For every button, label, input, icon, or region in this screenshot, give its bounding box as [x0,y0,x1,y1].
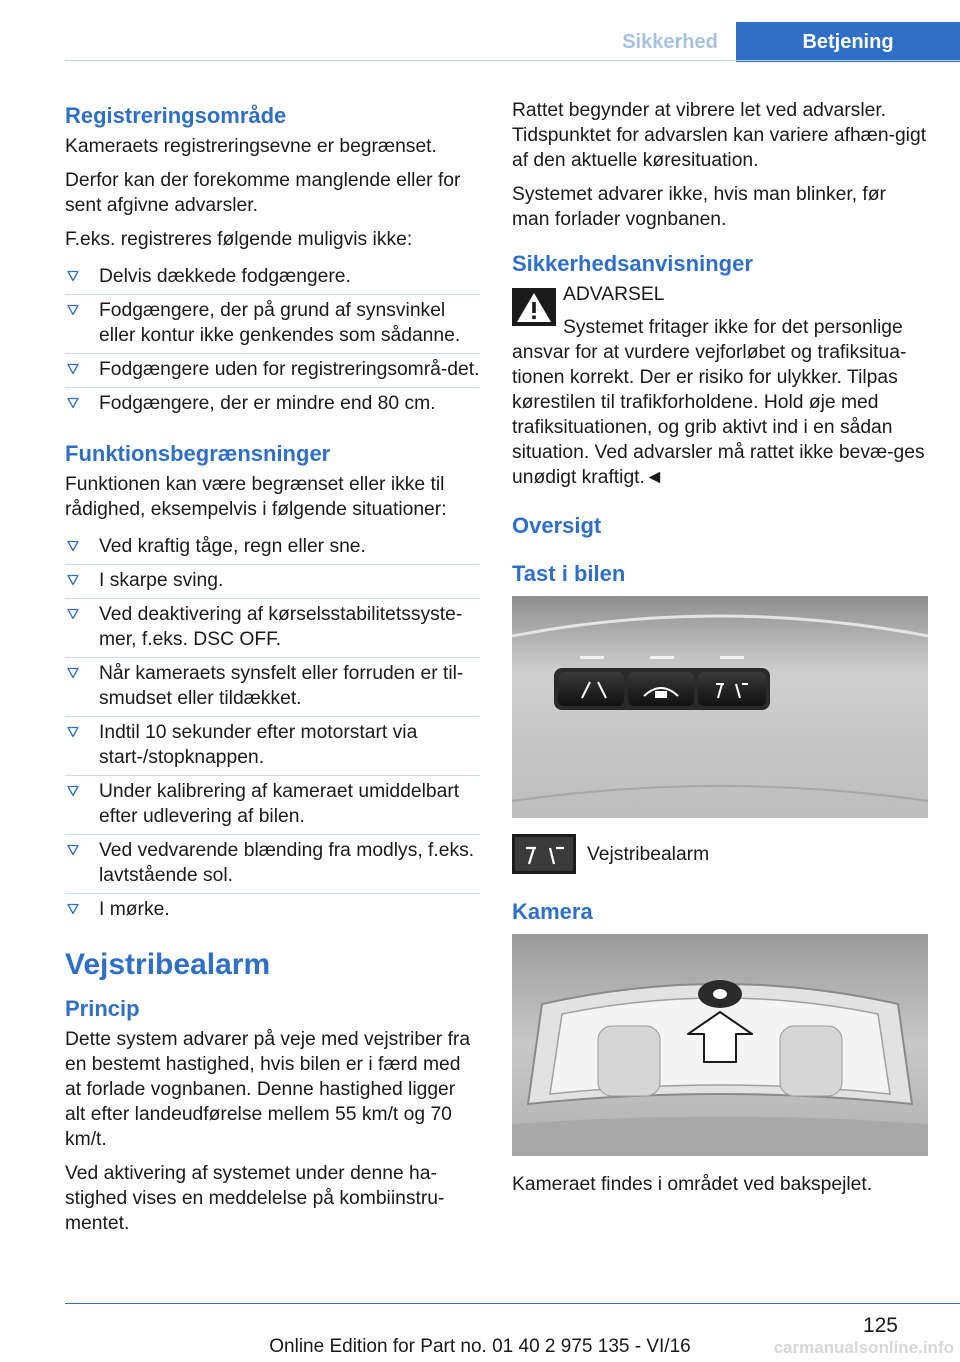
triangle-bullet-icon [67,726,79,738]
list-item-text: Ved deaktivering af kørselsstabilitetssyste‐mer, f.eks. DSC OFF. [99,604,463,650]
list-item-text: Når kameraets synsfelt eller forruden er til‐smudset eller tildækket. [99,663,464,709]
list-item-text: Fodgængere uden for registreringsområ‐det. [99,359,480,380]
footer-divider [65,1303,960,1304]
warning-title: ADVARSEL [563,284,665,305]
list-item-text: Fodgængere, der på grund af synsvinkel eller kontur ikke genkendes som sådanne. [99,300,461,346]
camera-location-photo [512,934,928,1156]
paragraph: Kameraets registreringsevne er begrænset. [65,136,437,157]
list-item-text: I mørke. [99,899,170,920]
heading-sikkerhedsanvisninger: Sikkerhedsanvisninger [512,251,753,276]
triangle-bullet-icon [67,304,79,316]
tab-sikkerhed[interactable]: Sikkerhed [622,30,718,53]
caption-vejstribealarm [512,834,927,874]
triangle-bullet-icon [67,667,79,679]
paragraph: Systemet advarer ikke, hvis man blinker, før man forlader vognbanen. [512,184,886,230]
paragraph: Ved aktivering af systemet under denne ha‐stighed vises en meddelelse på kombiinstru‐mentet. [65,1163,445,1234]
watermark: carmanualsonline.info [773,1338,954,1357]
list-item-text: I skarpe sving. [99,570,224,591]
list-item-text: Under kalibrering af kameraet umiddelbart efter udlevering af bilen. [99,781,460,827]
heading-funktionsbegraensninger: Funktionsbegrænsninger [65,441,331,466]
list-item-text: Ved kraftig tåge, regn eller sne. [99,536,366,557]
list-item [65,354,480,388]
list-item [65,295,480,354]
caption-text: Vejstribealarm [587,843,710,865]
heading-princip: Princip [65,996,140,1021]
list-item [65,835,480,894]
edition-footer: Online Edition for Part no. 01 40 2 975 135 - VI/16 [269,1336,691,1357]
heading-oversigt: Oversigt [512,513,602,538]
triangle-bullet-icon [67,844,79,856]
warning-triangle-icon [512,288,556,326]
list-item [65,894,480,927]
tab-betjening[interactable]: Betjening [736,22,960,62]
button-panel-photo [512,596,928,818]
section-title-vejstribealarm: Vejstribealarm [65,948,271,981]
triangle-bullet-icon [67,903,79,915]
warning-first-line: Systemet fritager ikke for det personlige [563,317,903,338]
triangle-bullet-icon [67,785,79,797]
heading-registreringsomraade: Registreringsområde [65,103,287,128]
list-item [65,658,480,717]
right-column [512,98,927,1206]
list-item [65,261,480,295]
list-item-text: Indtil 10 sekunder efter motorstart via start-/stopknappen. [99,722,418,768]
left-column [65,98,480,1245]
triangle-bullet-icon [67,397,79,409]
list-item [65,717,480,776]
paragraph: Derfor kan der forekomme manglende eller for sent afgivne advarsler. [65,170,461,216]
heading-kamera: Kamera [512,899,593,924]
warning-text: ansvar for at vurdere vejforløbet og trafiksitua‐tionen korrekt. Der er risiko for ulykker. Tilpas kørestilen til trafikforholdene. Hold øje med trafiksituationen, og grib aktivt ind i en sådan situation. Ved advarsler må rattet ikke bevæ‐ges unødigt kraftigt.◄ [512,342,925,488]
list-item-text: Ved vedvarende blænding fra modlys, f.eks. lavtstående sol. [99,840,475,886]
list-item [65,599,480,658]
list-item [65,776,480,835]
triangle-bullet-icon [67,574,79,586]
list-item-text: Delvis dækkede fodgængere. [99,266,351,287]
warning-box [512,282,927,490]
funktion-list [65,531,480,927]
triangle-bullet-icon [67,540,79,552]
header-divider [65,60,960,61]
triangle-bullet-icon [67,608,79,620]
paragraph: Dette system advarer på veje med vejstriber fra en bestemt hastighed, hvis bilen er i færd med at forlade vognbanen. Denne hastighed ligger alt efter landeudførelse mellem 55 km/t og 70 km/t. [65,1029,471,1150]
chapter-tabs [604,22,960,62]
heading-tast-i-bilen: Tast i bilen [512,561,626,586]
triangle-bullet-icon [67,270,79,282]
paragraph: Rattet begynder at vibrere let ved advarsler. Tidspunktet for advarslen kan variere afhæn‐gigt af den aktuelle køresituation. [512,100,927,171]
registrering-list [65,261,480,421]
list-item [65,531,480,565]
lane-departure-key-icon [512,834,576,874]
paragraph: Funktionen kan være begrænset eller ikke til rådighed, eksempelvis i følgende situationer: [65,474,447,520]
list-item-text: Fodgængere, der er mindre end 80 cm. [99,393,436,414]
list-item [65,388,480,421]
page-number: 125 [862,1314,898,1337]
caption-text: Kameraet findes i området ved bakspejlet. [512,1174,873,1195]
paragraph: F.eks. registreres følgende muligvis ikke: [65,229,413,250]
list-item [65,565,480,599]
triangle-bullet-icon [67,363,79,375]
